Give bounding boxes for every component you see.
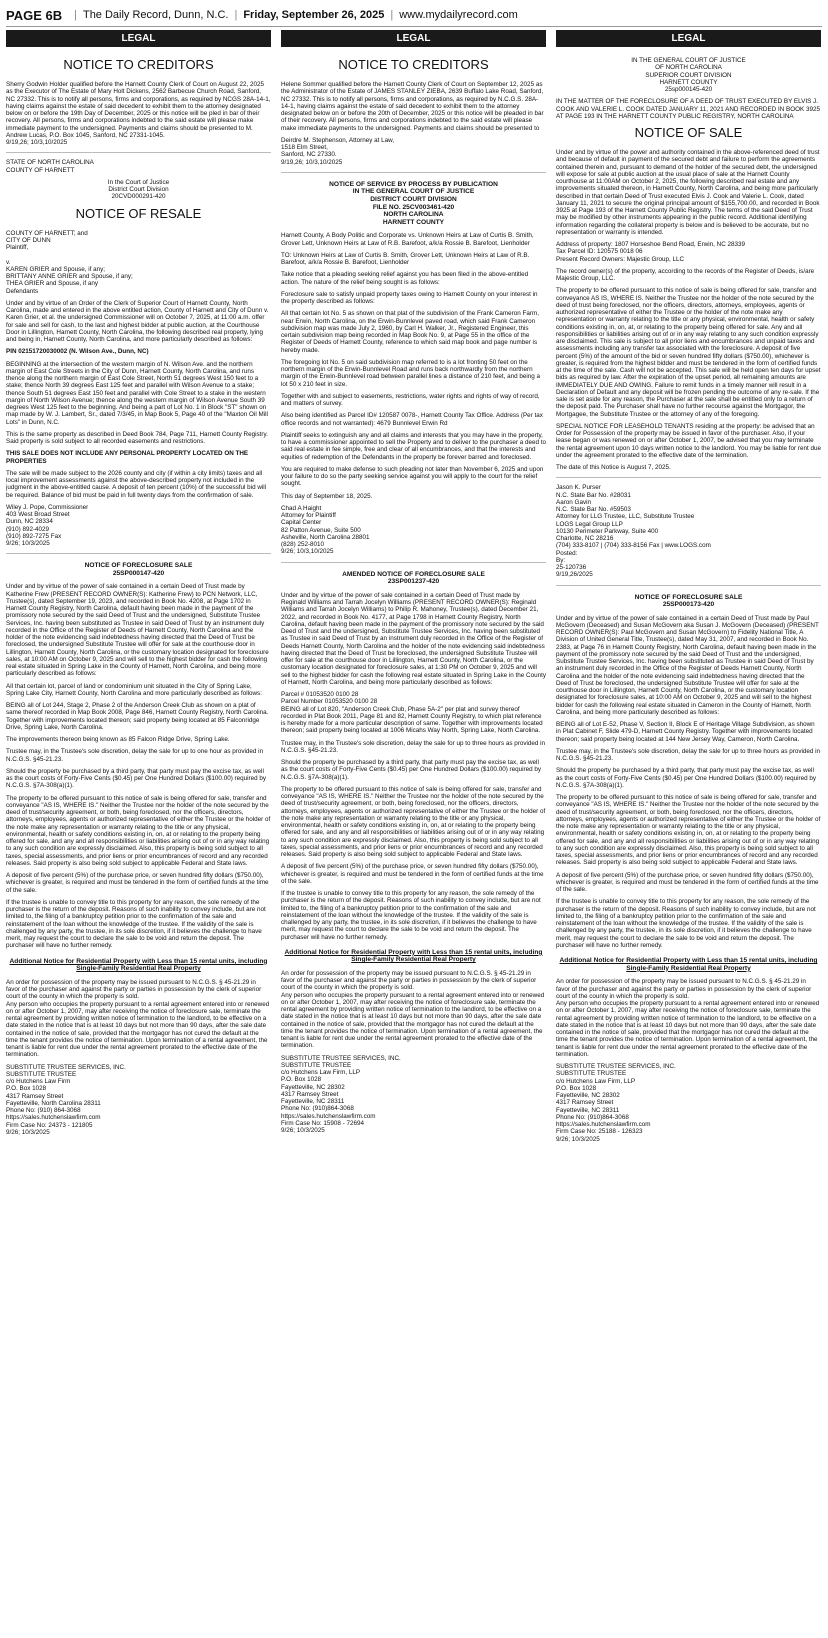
signature-block: Wiley J. Pope, Commissioner 403 West Broad Street Dunn, NC 28334 (910) 892-4029 (910) 892-7275 Fax 9/26; 10/3/2025 [6, 503, 89, 547]
separator: | [234, 9, 238, 21]
notice-paragraph: THIS SALE DOES NOT INCLUDE ANY PERSONAL PROPERTY LOCATED ON THE PROPERTIES [6, 450, 249, 465]
section-header: LEGAL [556, 30, 821, 47]
notice-heading: STATE OF NORTH CAROLINA COUNTY OF HARNETT [6, 159, 94, 174]
notice-paragraph: Plaintiff seeks to extinguish any and all claims and interests that you may have in the property, to have a commissioner appointed to sell the Property and to deliver to the purchaser a deed to said real estate in fee simple, free and clear of all encumbrances, and that the interests and equities of redemption of the Defendants in the property be forever barred and foreclosed. [281, 431, 546, 461]
notice-paragraph: Under and by virtue of the power of sale contained in a certain Deed of Trust made by Paul McGovern (Deceased) and Susan McGovern aka Susan J. McGovern (Deceased) (PRESENT RECORD OWNER(S): Paul McGovern and Susan McGovern) to Fidelity National Title, A Division of United General Title, Trustee(s), dated May 31, 2007, and recorded in Book No. 2383, at Page 76 in Harnett County Registry, North Carolina, default having been made in the payment of the promissory note secured by the said Deed of Trust and the undersigned, Substitute Trustee Services, Inc. having been substituted as Trustee in said Deed of Trust by an instrument duly recorded in the Office of the Register of Deeds Harnett County, North Carolina and the holder of the note evidencing said indebtedness having directed that the Deed of Trust be foreclosed, the undersigned Substitute Trustee will offer for sale at the courthouse door in Lillington, Harnett County, North Carolina, or the customary location designated for foreclosure sales, at 10:00 AM on October 9, 2025 and will sell to the highest bidder for cash the following real estate situated in Cameron in the County of Harnett, North Carolina, and being more particularly described as follows: [556, 614, 819, 716]
notice-title: NOTICE TO CREDITORS [63, 57, 214, 72]
notice-paragraph: All that certain lot No. 5 as shown on that plat of the subdivision of the Frank Cameron Farm, near Erwin, North Carolina, on the Erwin-Bunnlevel paved road, which said Frank Cameron subdivision map was made July 2, 1960, by Carl H. Walker, Jr., Registered Engineer, this certain subdivision map being recorded in Map Book No. 9, at Page 55 in the office of the Register of Deeds of Harnett County, reference to which said map book and page number is hereby made. [281, 310, 539, 354]
site-url[interactable]: www.mydailyrecord.com [399, 9, 518, 21]
notice-paragraph: If the trustee is unable to convey title to this property for any reason, the sole remedy of the purchaser is the return of the deposit. Reasons of such inability to convey include, but are not limited to, the filing of a bankruptcy petition prior to the confirmation of the sale and reinstatement of the loan without the knowledge of the trustee. If the validity of the sale is challenged by any party, the trustee, in its sole discretion, if it believes the challenge to have merit, may request the court to declare the sale to be void and return the deposit. The purchaser will have no further remedy. [6, 898, 266, 950]
notice-paragraph: Parcel # 01053520 0100 28 Parcel Number 01053520 0100 28 BEING all of Lot 820, "Anderson Creek Club, Phase 5A-2" per plat and survey thereof recorded in Plat Book 2011, Page 81 and 82, Harnett County Registry, to which plat reference is hereby made for a more particular description of same. Together with improvements located thereon; said property being located at 1006 Micahs Way North, Spring Lake, North Carolina. [281, 691, 543, 735]
notice-paragraph: You are required to make defense to such pleading not later than November 6, 2025 and upon your failure to do so the party seeking service against you will apply to the court for the relief sought. [281, 465, 544, 488]
notice-paragraph: The date of this Notice is August 7, 2025. [556, 464, 671, 471]
notice-paragraph: The property to be offered pursuant to this notice of sale is being offered for sale, transfer and conveyance AS IS, WHERE IS. Neither the Trustee nor the holder of the note secured by the deed of trust being foreclosed, nor the officers, directors, attorneys, employees, agents or authorized representative of either the Trustee or the holder of the note make any representation or warranty relating to the title or any physical, environmental, health or safety conditions existing in, on, at, or relating to the property being offered for sale. Any and all responsibilities or liabilities arising out of or in any way relating to any such condition expressly are disclaimed. This sale is subject to all prior liens and encumbrances and unpaid taxes and assessments including any transfer tax associated with the foreclosure. A deposit of five percent (5%) of the amount of the bid or seven hundred fifty dollars ($750.00), whichever is greater, is required from the highest bidder and must be tendered in the form of certified funds at the time of the sale. Cash will not be accepted. This sale will be held open ten days for upset bids as required by law. After the expiration of the upset period, all remaining amounts are IMMEDIATELY DUE AND OWING. Failure to remit funds in a timely manner will result in a Declaration of Default and any deposit will be frozen pending the outcome of any re-sale. If the sale is set aside for any reason, the Purchaser at the sale shall be entitled only to a return of the deposit paid. The Purchaser shall have no further recourse against the Mortgagor, the Mortgagee, the Substitute Trustee or the attorney of any of the foregoing. [556, 287, 821, 418]
notice-paragraph: Also being identified as Parcel ID# 120587 0078-, Harnett County Tax Office. Address (Per tax office records and not warranted): 4679 Bunnlevel Erwin Rd [281, 412, 543, 427]
additional-notice-text: Additional Notice for Residential Property with Less than 15 rental units, including Single-Family Residential Real Property [284, 948, 543, 964]
issue-date: Friday, September 26, 2025 [243, 9, 385, 21]
notice-paragraph: Trustee may, in the Trustee's sole discretion, delay the sale for up to three hours as provided in N.C.G.S. §45-21.23. [556, 747, 821, 763]
additional-notice-heading [281, 949, 546, 964]
notice-paragraph: The property to be offered pursuant to this notice of sale is being offered for sale, transfer and conveyance "AS IS, WHERE IS." Neither the Trustee nor the holder of the note secured by the deed of trust/security agreement, or both, being foreclosed, nor the officers, directors, attorneys, employees, agents or authorized representative of either the Trustee or the holder of the note make any representation or warranty relating to the title or any physical, environmental, health or safety conditions existing in, on, at or relating to the property being offered for sale, and any and all responsibilities or liabilities arising out of or in any way relating to any such condition are expressly disclaimed. Also, this property is being sold subject to all taxes, special assessments, and prior liens or prior encumbrances of record and any recorded releases. Said property is also being sold subject to applicable Federal and State laws. [281, 785, 546, 858]
additional-notice-heading [6, 958, 271, 973]
notice-title: NOTICE OF FORECLOSURE SALE 25SP000147-420 [84, 562, 193, 577]
additional-notice-text: Additional Notice for Residential Property with Less than 15 rental units, including Single-Family Residential Real Property [9, 957, 268, 973]
notice-paragraph: The sale will be made subject to the 2026 county and city (if within a city limits) taxes and all local improvement assessments against the above-described property not included in the judgment in the above-entitled cause. A deposit of ten percent (10%) of the successful bid will be required. Balance of bid must be paid in full twenty days from the confirmation of sale. [6, 469, 267, 499]
divider [6, 553, 271, 554]
notice-paragraph: BEING all of Lot E-52, Phase V, Section II, Block E of Heritage Village Subdivision, as shown in Plat Cabinet F, Slide 479-D, Harnett County Registry. Together with improvements located thereon; said property being located at 144 New Jersey Way, Cameron, North Carolina. [556, 721, 815, 743]
notice-paragraph: BEING all of Lot 244, Stage 2, Phase 2 of the Anderson Creek Club as shown on a plat of same thereof recorded in Map Book 2008, Page 846, Harnett County Registry, North Carolina. Together with improvements located thereon; said property being located at 85 Falconridge Drive, Spring Lake, North Carolina. [6, 702, 269, 731]
notice-paragraph: Harnett County, A Body Politic and Corporate vs. Unknown Heirs at Law of Curtis B. Smith, Grover Lett, Unknown Heirs at Law of R.B. Barefoot, a/k/a Rossie B. Barefoot, Lienholder [281, 232, 534, 247]
signature-block: SUBSTITUTE TRUSTEE SERVICES, INC. SUBSTITUTE TRUSTEE c/o Hutchens Law Firm, LLP P.O. Box 1028 Fayetteville, NC 28302 4317 Ramsey Street Fayetteville, NC 28311 Phone No: (910)864-3068 https://sales.hutchenslawfirm.com Firm Case No: 15908 - 72694 9/26; 10/3/2025 [281, 1054, 401, 1135]
additional-notice-heading [556, 957, 821, 972]
matter-heading: IN THE MATTER OF THE FORECLOSURE OF A DEED OF TRUST EXECUTED BY ELVIS J. COOK AND VALERIE L. COOK DATED JANUARY 11, 2021 AND RECORDED IN BOOK 3925 AT PAGE 193 IN THE HARNETT COUNTY PUBLIC REGISTRY, NORTH CAROLINA [556, 98, 820, 120]
notice-paragraph: Foreclosure sale to satisfy unpaid property taxes owing to Harnett County on your interest in the property described as follows: [281, 290, 538, 306]
notice-title: AMENDED NOTICE OF FORECLOSURE SALE 23SP001237-420 [342, 570, 485, 586]
notice-paragraph: BEGINNING at the intersection of the western margin of N. Wilson Ave. and the northern margin of East Cole Streets in the City of Dunn, Harnett County, North Carolina, and runs thence along the northern margin of East Cole Street, North 51 degrees West 150 feet to a stake; thence North 39 degrees East 125 feet and parallel with Wilson Avenue to a stake; thence South 51 degrees East 150 feet and parallel with Cole Street to a stake in the western margin of North Wilson Avenue; thence along the western margin of Wilson Avenue South 39 degrees West 125 feet to the beginning. And being a part of Lot No. 1 in Block "ST" shown on map made by W. J. Lambert, Sr., dated 7/3/45, in Map Book 5, Page 40 of the "Maxton Oil Mill Lots" in Dunn, N.C. [6, 360, 268, 426]
column-1 [6, 30, 271, 1634]
divider [556, 477, 821, 478]
notice-paragraph: The property to be offered pursuant to this notice of sale is being offered for sale, transfer and conveyance "AS IS, WHERE IS." Neither the Trustee nor the holder of the note secured by the deed of trust/security agreement, or both, being foreclosed, nor the officers, directors, attorneys, employees, agents or authorized representative of either the Trustee or the holder of the note make any representation or warranty relating to the title or any physical, environmental, health or safety conditions existing in, on, at or relating to the property being offered for sale, and any and all responsibilities or liabilities arising out of or in any way relating to any such condition are expressly disclaimed. Also, this property is being sold subject to all taxes, special assessments, and prior liens or prior encumbrances of record and any recorded releases. Said property is also being sold subject to applicable Federal and State laws. [556, 794, 821, 867]
notice-title: NOTICE OF SALE [634, 125, 743, 140]
court-heading: In the Court of Justice District Court Division 20CVD000291-420 [107, 178, 170, 201]
pin-heading: PIN 02151720030002 (N. Wilson Ave., Dunn, NC) [6, 348, 149, 356]
signature-block: Chad A Haight Attorney for Plaintiff Capital Center 82 Patton Avenue, Suite 500 Asheville, North Carolina 28801 (828) 252-8010 9/26; 10/3,10/2025 [281, 504, 370, 556]
notice-paragraph: SPECIAL NOTICE FOR LEASEHOLD TENANTS residing at the property: be advised that an Order for Possession of the property may be issued in favor of the purchaser. Also, if your lease began or was renewed on or after October 1, 2007, be advised that you may terminate the rental agreement upon 10 days written notice to the landlord. You may be liable for rent due under the agreement prorated to the effective date of the termination. [556, 422, 821, 459]
section-header: LEGAL [6, 30, 271, 47]
section-header: LEGAL [281, 30, 546, 47]
divider [556, 585, 821, 586]
notice-paragraph: This is the same property as described in Deed Book 784, Page 711, Harnett County Registry. Said property is sold subject to all recorded easements and restrictions. [6, 430, 268, 445]
notice-title: NOTICE TO CREDITORS [338, 57, 489, 72]
notice-paragraph: All that certain lot, parcel of land or condominium unit situated in the City of Spring Lake, Spring Lake City, Harnett County, North Carolina and more particularly described as follows: [6, 682, 262, 697]
notice-paragraph: A deposit of five percent (5%) of the purchase price, or seven hundred fifty dollars ($750.00), whichever is greater, is required and must be tendered in the form of certified funds at the time of the sale. [6, 872, 269, 894]
notice-paragraph: Together with and subject to easements, restrictions, water rights and rights of way of record, and matters of survey. [281, 392, 540, 408]
signature-block: Jason K. Purser N.C. State Bar No. #28031 Aaron Gavin N.C. State Bar No. #59503 Attorney for LLG Trustee, LLC, Substitute Trustee LOGS Legal Group LLP 10130 Perimeter Parkway, Suite 400 Charlotte, NC 28216 (704) 333-8107 | (704) 333-8156 Fax | www.LOGS.com Posted: By: 25-120736 9/19,26/2025 [556, 484, 711, 579]
notice-paragraph: Should the property be purchased by a third party, that party must pay the excise tax, as well as the court costs of Forty-Five Cents ($0.45) per One Hundred Dollars ($100.00) required by N.C.G.S. §7A-308(a)(1). [6, 767, 267, 790]
court-heading: IN THE GENERAL COURT OF JUSTICE OF NORTH CAROLINA SUPERIOR COURT DIVISION HARNETT COUNTY 25sp000145-420 [631, 57, 746, 93]
parties: COUNTY OF HARNETT; and CITY OF DUNN Plaintiff, v. KAREN GRIER and Spouse, if any; BRITTANY ANNE GRIER and Spouse, if any; THEA GRIER and Spouse, if any Defendants [6, 229, 133, 295]
notice-title: NOTICE OF RESALE [75, 205, 202, 221]
notice-body: Helene Sommer qualified before the Harnett County Clerk of Court on September 12, 2025 as the Administrator of the Estate of JAMES STANLEY ZIEBA, 2639 Buffalo Lake Road, Sanford, NC 27332. This is to notify all persons, firms and corporations, as required by N.C.G.S. 28A-14-1, having claims against the estate of said decedent to exhibit them to the attorney designated below on or before the 20th of December, 2025 or this notice will be pleaded in bar of their recovery. All persons, firms and corporations indebted to the said estate will please make immediate payments to the undersigned. Payments and claims should be presented to [281, 81, 544, 132]
notice-paragraph: This day of September 18, 2025. [281, 492, 373, 500]
separator: | [74, 9, 77, 21]
notice-paragraph: An order for possession of the property may be issued pursuant to N.C.G.S. § 45-21.29 in favor of the purchaser and against the party or parties in possession by the clerk of superior court of the county in which the property is sold. Any person who occupies the property pursuant to a rental agreement entered into or renewed on or after October 1, 2007, may after receiving the notice of foreclosure sale, terminate the rental agreement by providing written notice of termination to the landlord, to be effective on a date stated in the notice that is at least 10 days but not more than 90 days, after the sale date contained in the notice of sale, provided that the mortgagor has not cured the default at the time the tenant provides the notice of termination. Upon termination of a rental agreement, the tenant is liable for rent due under the rental agreement prorated to the effective date of the termination. [281, 969, 545, 1050]
column-2 [281, 30, 546, 1634]
notice-paragraph: Should the property be purchased by a third party, that party must pay the excise tax, as well as the court costs of Forty-Five Cents ($0.45) per One Hundred Dollars ($100.00) required by N.C.G.S. §7A-308(a)(1). [556, 767, 817, 789]
notice-paragraph: Under and by virtue of the power of sale contained in a certain Deed of Trust made by Katherine Frew (PRESENT RECORD OWNER(S): Katherine Frew) to PCN Network, LLC, Trustee(s), dated September 19, 2023, and recorded in Book No. 4208, at Page 1702 in Harnett County Registry, North Carolina, default having been made in the payment of the promissory note secured by the said Deed of Trust and the undersigned, Substitute Trustee Services, Inc. having been substituted as Trustee in said Deed of Trust by an instrument duly recorded in the Office of the Register of Deeds of Harnett County, North Carolina and the holder of the note evidencing said indebtedness having directed that the Deed of Trust be foreclosed, the undersigned Substitute Trustee will offer for sale at the courthouse door in Lillington, Harnett County, North Carolina, or the customary location designated for foreclosure sales, at 10:00 AM on October 9, 2025 and will sell to the highest bidder for cash the following real estate situated in Spring Lake in the County of Harnett, North Carolina, and being more particularly described as follows: [6, 583, 269, 678]
notice-paragraph: Should the property be purchased by a third party, that party must pay the excise tax, as well as the court costs of Forty-Five Cents ($0.45) per One Hundred Dollars ($100.00) required by N.C.G.S. §7A-308(a)(1). [281, 759, 542, 781]
masthead [6, 4, 822, 27]
notice-title: NOTICE OF SERVICE BY PROCESS BY PUBLICATION IN THE GENERAL COURT OF JUSTICE DISTRICT COURT DIVISION FILE NO. 25CV003461-420 NORTH CAROLINA HARNETT COUNTY [329, 180, 498, 226]
divider [6, 152, 271, 153]
notice-body: Sherry Godwin Holder qualified before the Harnett County Clerk of Court on August 22, 2025 as the Executor of The Estate of Mary Holt Dickens, 2562 Barbecue Church Road, Sanford, NC 27332. This is to notify all persons, firms and corporations, as required by NCGS 28A-14-1, having claims against the estate of said decedent to exhibit them to the attorney designated below on or before the 19th Day of December, 2025 or this notice will be pled in bar of their recovery. All persons, firms and corporations indebted to the said estate will please make immediate payment to the undersigned. Payments and claims should be presented to M. Andrew Lucas, P.O. Box 1045, Sanford, NC 27331-1045. 9/19,26; 10/3,10/2025 [6, 81, 271, 146]
notice-paragraph: Trustee may, in the Trustee's sole discretion, delay the sale for up to three hours as provided in N.C.G.S. §45-21.23. [281, 739, 546, 754]
notice-paragraph: Take notice that a pleading seeking relief against you has been filed in the above-entitled action. The nature of the relief being sought is as follows: [281, 271, 529, 286]
notice-paragraph: The improvements thereon being known as 85 Falcon Ridge Drive, Spring Lake. [6, 736, 230, 744]
separator: | [390, 9, 394, 21]
notice-paragraph: The property to be offered pursuant to this notice of sale is being offered for sale, transfer and conveyance "AS IS, WHERE IS." Neither the Trustee nor the holder of the note secured by the deed of trust/security agreement, or both, being foreclosed, nor the officers, directors, attorneys, employees, agents or authorized representative of either the Trustee or the holder of the note make any representation or warranty relating to the title or any physical, environmental, health or safety conditions existing in, on, at or relating to the property being offered for sale, and any and all responsibilities or liabilities arising out of or in any way relating to any such condition are expressly disclaimed. Also, this property is being sold subject to all taxes, special assessments, and prior liens or prior encumbrances of record and any recorded releases. Said property is also being sold subject to applicable Federal and State laws. [6, 794, 271, 867]
signature-block: Deirdre M. Stephenson, Attorney at Law, 1518 Elm Street, Sanford, NC 27330. 9/19,26; 10/3,10/2025 [281, 136, 395, 166]
notice-paragraph: The foregoing lot No. 5 on said subdivision map referred to is a lot fronting 50 feet on the northern margin of the Erwin-Bunnlevel Road and runs back northwardly from the northern margin of the Erwin-Bunnlevel road between parallel lines a distance of 210 feet, and being a lot 50 x 210 feet in size. [281, 358, 541, 388]
additional-notice-text: Additional Notice for Residential Property with Less than 15 rental units, including Single-Family Residential Real Property [559, 957, 818, 972]
notice-title: NOTICE OF FORECLOSURE SALE 25SP000173-420 [634, 593, 743, 609]
page-number: PAGE 6B [6, 7, 63, 23]
notice-paragraph: A deposit of five percent (5%) of the purchase price, or seven hundred fifty dollars ($750.00), whichever is greater, is required and must be tendered in the form of certified funds at the time of the sale. [281, 863, 544, 885]
signature-block: SUBSTITUTE TRUSTEE SERVICES, INC. SUBSTITUTE TRUSTEE c/o Hutchens Law Firm, LLP P.O. Box 1028 Fayetteville, NC 28302 4317 Ramsey Street Fayetteville, NC 28311 Phone No: (910)864-3068 https://sales.hutchenslawfirm.com Firm Case No: 25188 - 126323 9/26; 10/3/2025 [556, 1063, 676, 1143]
notice-paragraph: If the trustee is unable to convey title to this property for any reason, the sole remedy of the purchaser is the return of the deposit. Reasons of such inability to convey include, but are not limited to, the filing of a bankruptcy petition prior to the confirmation of the sale and reinstatement of the loan without the knowledge of the trustee. If the validity of the sale is challenged by any party, the trustee, in its sole discretion, if it believes the challenge to have merit, may request the court to declare the sale to be void and return the deposit. The purchaser will have no further remedy. [281, 890, 541, 941]
signature-block: SUBSTITUTE TRUSTEE SERVICES, INC. SUBSTITUTE TRUSTEE c/o Hutchens Law Firm P.O. Box 1028 4317 Ramsey Street Fayetteville, North Carolina 28311 Phone No: (910) 864-3068 https://sales.hutchenslawfirm.com Firm Case No: 24373 - 121805 9/26; 10/3/2025 [6, 1063, 126, 1136]
notice-paragraph: The record owner(s) of the property, according to the records of the Register of Deeds, is/are Majestic Group, LLC. [556, 267, 815, 282]
notice-paragraph: An order for possession of the property may be issued pursuant to N.C.G.S. § 45-21.29 in favor of the purchaser and against the party or parties in possession by the clerk of superior court of the county in which the property is sold. Any person who occupies the property pursuant to a rental agreement entered into or renewed on or after October 1, 2007, may after receiving the notice of foreclosure sale, terminate the rental agreement by providing written notice of termination to the landlord, to be effective on a date stated in the notice that is at least 10 days but not more than 90 days, after the sale date contained in the notice of sale, provided that the mortgagor has not cured the default at the time the tenant provides the notice of termination. Upon termination of a rental agreement, the tenant is liable for rent due under the rental agreement prorated to the effective date of the termination. [556, 978, 820, 1058]
notice-paragraph: A deposit of five percent (5%) of the purchase price, or seven hundred fifty dollars ($750.00), whichever is greater, is required and must be tendered in the form of certified funds at the time of the sale. [556, 871, 819, 894]
notice-paragraph: Under and by virtue of an Order of the Clerk of Superior Court of Harnett County, North Carolina, made and entered in the above entitled action, County of Harnett and City of Dunn v. Karen Grier, et al. the undersigned Commissioner will on October 7, 2025, at 11:00 a.m. offer for sale and sell for cash, to the last and highest bidder at public auction, at the Courthouse Door in Lillington, Harnett County, North Carolina, the following described real property, lying and being in, Harnett County, North Carolina, and more particularly described as follows: [6, 299, 269, 343]
column-3 [556, 30, 821, 1634]
divider [281, 172, 546, 173]
notice-paragraph: Address of property: 1807 Horseshoe Bend Road, Erwin, NC 28339 Tax Parcel ID: 120575 0018 06 Present Record Owners: Majestic Group, LLC [556, 241, 746, 263]
notice-paragraph: Under and by virtue of the power and authority contained in the above-referenced deed of trust and because of default in payment of the secured debt and failure to perform the agreements contained therein and, pursuant to demand of the holder of the secured debt, the undersigned will expose for sale at public auction at the usual place of sale at the Harnett County courthouse at 11:00AM on October 2, 2025, the following described real estate and any improvements situated thereon, in Harnett County, North Carolina, and being more particularly described in that certain Deed of Trust executed Elvis J. Cook and Valerie L. Cook, dated January 11, 2021 to secure the original principal amount of $155,700.00, and recorded in Book 3925 at Page 193 of the Harnett County Public Registry. The terms of the said Deed of Trust may be modified by other instruments appearing in the public record. Additional identifying information regarding the collateral property is below and is believed to be accurate, but no representation or warranty is intended. [556, 149, 820, 236]
notice-paragraph: TO: Unknown Heirs at Law of Curtis B. Smith, Grover Lett, Unknown Heirs at Law of R.B. Barefoot, a/k/a Rossie B. Barefoot, Lienholder [281, 251, 530, 267]
notice-paragraph: An order for possession of the property may be issued pursuant to N.C.G.S. § 45-21.29 in favor of the purchaser and against the party or parties in possession by the clerk of superior court of the county in which the property is sold. Any person who occupies the property pursuant to a rental agreement entered into or renewed on or after October 1, 2007, may after receiving the notice of foreclosure sale, terminate the rental agreement by providing written notice of termination to the landlord, to be effective on a date stated in the notice that is at least 10 days but not more than 90 days, after the sale date contained in the notice of sale, provided that the mortgagor has not cured the default at the time the tenant provides the notice of termination. Upon termination of a rental agreement, the tenant is liable for rent due under the rental agreement prorated to the effective date of the termination. [6, 978, 270, 1059]
paper-name: The Daily Record, Dunn, N.C. [82, 9, 229, 21]
notice-paragraph: Trustee may, in the Trustee's sole discretion, delay the sale for up to one hour as provided in N.C.G.S. §45-21.23. [6, 748, 264, 763]
notice-paragraph: Under and by virtue of the power of sale contained in a certain Deed of Trust made by Reginald Williams and Tarrah Jocelyn Williams (PRESENT RECORD OWNER(S): Reginald Williams and Tarrah Jocelyn Williams) to Philip R. Mahoney, Trustee(s), dated December 21, 2022, and recorded in Book No. 4177, at Page 1798 in Harnett County Registry, North Carolina, default having been made in the payment of the promissory note secured by the said Deed of Trust and the undersigned, Substitute Trustee Services, Inc. having been substituted as Trustee in said Deed of Trust by an instrument duly recorded in the Office of the Register of Deeds Harnett County, North Carolina and the holder of the note evidencing said indebtedness having directed that the Deed of Trust be foreclosed, the undersigned Substitute Trustee will offer for sale at the courthouse door in Lillington, Harnett County, North Carolina, or the customary location designated for foreclosure sales, at 1:30 PM on October 9, 2025 and will sell to the highest bidder for cash the following real estate situated in Spring Lake in the County of Harnett, North Carolina, and being more particularly described as follows: [281, 591, 546, 686]
notice-paragraph: If the trustee is unable to convey title to this property for any reason, the sole remedy of the purchaser is the return of the deposit. Reasons of such inability to convey include, but are not limited to, the filing of a bankruptcy petition prior to the confirmation of the sale and reinstatement of the loan without the knowledge of the trustee. If the validity of the sale is challenged by any party, the trustee, in its sole discretion, if it believes the challenge to have merit, may request the court to declare the sale to be void and return the deposit. The purchaser will have no further remedy. [556, 898, 816, 949]
divider [281, 562, 546, 563]
